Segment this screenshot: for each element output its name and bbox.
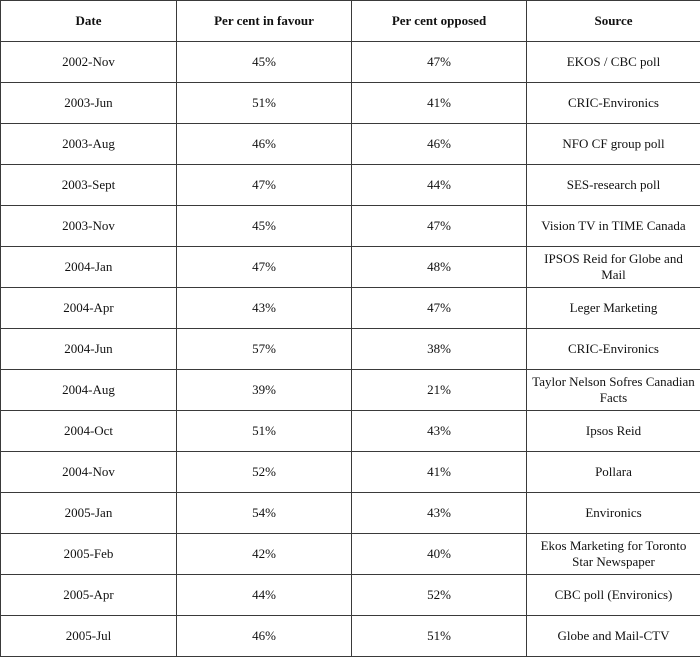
cell-date: 2004-Nov — [1, 452, 177, 493]
cell-date: 2004-Aug — [1, 370, 177, 411]
cell-date: 2005-Jan — [1, 493, 177, 534]
cell-in-favour: 42% — [177, 534, 352, 575]
cell-opposed: 43% — [352, 411, 527, 452]
cell-date: 2005-Jul — [1, 616, 177, 657]
cell-in-favour: 46% — [177, 124, 352, 165]
cell-source: NFO CF group poll — [527, 124, 700, 165]
cell-opposed: 43% — [352, 493, 527, 534]
cell-in-favour: 46% — [177, 616, 352, 657]
table-row — [1, 534, 700, 575]
table-row — [1, 83, 700, 124]
cell-in-favour: 51% — [177, 83, 352, 124]
table-row — [1, 616, 700, 657]
cell-date: 2004-Jan — [1, 247, 177, 288]
cell-source: EKOS / CBC poll — [527, 42, 700, 83]
cell-opposed: 51% — [352, 616, 527, 657]
cell-opposed: 47% — [352, 206, 527, 247]
cell-source: IPSOS Reid for Globe and Mail — [527, 247, 700, 288]
table-row — [1, 124, 700, 165]
cell-source: Pollara — [527, 452, 700, 493]
cell-date: 2003-Nov — [1, 206, 177, 247]
header-date: Date — [1, 1, 177, 42]
cell-source: Vision TV in TIME Canada — [527, 206, 700, 247]
cell-date: 2003-Sept — [1, 165, 177, 206]
table-row — [1, 411, 700, 452]
cell-in-favour: 52% — [177, 452, 352, 493]
cell-source: Leger Marketing — [527, 288, 700, 329]
cell-in-favour: 39% — [177, 370, 352, 411]
cell-date: 2003-Jun — [1, 83, 177, 124]
cell-date: 2004-Oct — [1, 411, 177, 452]
cell-opposed: 44% — [352, 165, 527, 206]
cell-date: 2004-Apr — [1, 288, 177, 329]
cell-date: 2005-Feb — [1, 534, 177, 575]
cell-source: Environics — [527, 493, 700, 534]
cell-source: CRIC-Environics — [527, 329, 700, 370]
cell-opposed: 47% — [352, 288, 527, 329]
cell-in-favour: 54% — [177, 493, 352, 534]
table-row — [1, 452, 700, 493]
header-in-favour: Per cent in favour — [177, 1, 352, 42]
cell-in-favour: 45% — [177, 42, 352, 83]
cell-in-favour: 51% — [177, 411, 352, 452]
table-body — [1, 42, 700, 657]
table-row — [1, 575, 700, 616]
cell-source: Ekos Marketing for Toronto Star Newspaper — [527, 534, 700, 575]
cell-date: 2002-Nov — [1, 42, 177, 83]
cell-source: Taylor Nelson Sofres Canadian Facts — [527, 370, 700, 411]
table-row — [1, 370, 700, 411]
table-row — [1, 329, 700, 370]
cell-source: CBC poll (Environics) — [527, 575, 700, 616]
cell-date: 2003-Aug — [1, 124, 177, 165]
table-row — [1, 42, 700, 83]
cell-in-favour: 43% — [177, 288, 352, 329]
cell-source: Globe and Mail-CTV — [527, 616, 700, 657]
header-source: Source — [527, 1, 700, 42]
cell-opposed: 47% — [352, 42, 527, 83]
cell-in-favour: 47% — [177, 165, 352, 206]
cell-date: 2004-Jun — [1, 329, 177, 370]
cell-in-favour: 57% — [177, 329, 352, 370]
cell-source: CRIC-Environics — [527, 83, 700, 124]
header-opposed: Per cent opposed — [352, 1, 527, 42]
cell-source: SES-research poll — [527, 165, 700, 206]
table-row — [1, 493, 700, 534]
table-row — [1, 247, 700, 288]
table-row — [1, 165, 700, 206]
cell-opposed: 21% — [352, 370, 527, 411]
cell-in-favour: 45% — [177, 206, 352, 247]
cell-opposed: 48% — [352, 247, 527, 288]
cell-opposed: 41% — [352, 452, 527, 493]
cell-date: 2005-Apr — [1, 575, 177, 616]
cell-opposed: 46% — [352, 124, 527, 165]
cell-opposed: 52% — [352, 575, 527, 616]
table-header-row — [1, 1, 700, 42]
cell-opposed: 41% — [352, 83, 527, 124]
cell-in-favour: 47% — [177, 247, 352, 288]
cell-opposed: 38% — [352, 329, 527, 370]
cell-source: Ipsos Reid — [527, 411, 700, 452]
table-row — [1, 288, 700, 329]
cell-opposed: 40% — [352, 534, 527, 575]
table-row — [1, 206, 700, 247]
cell-in-favour: 44% — [177, 575, 352, 616]
